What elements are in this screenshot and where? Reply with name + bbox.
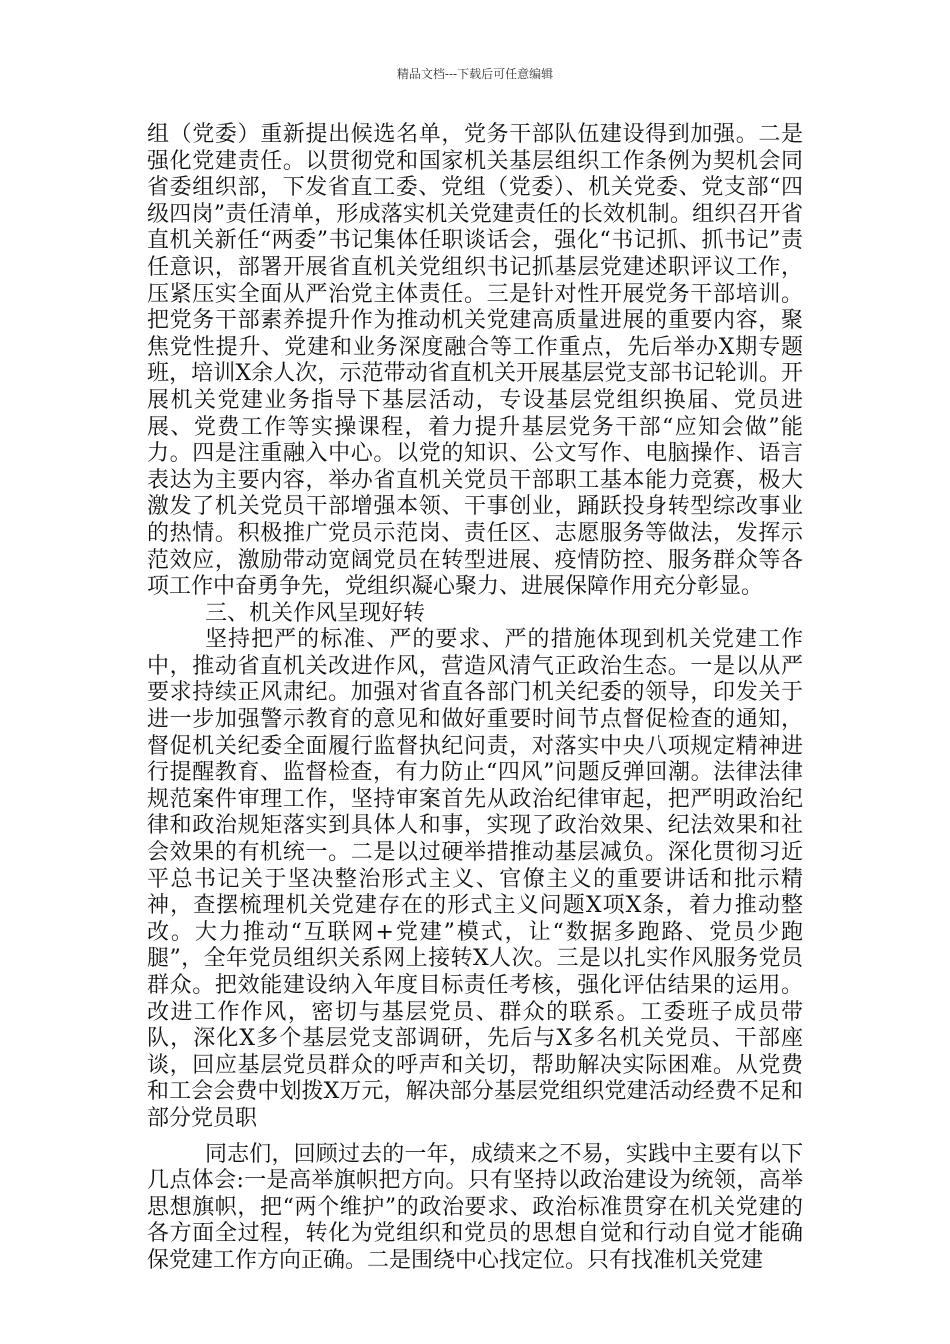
document-body — [147, 122, 803, 1275]
paragraph-summary: 同志们，回顾过去的一年，成绩来之不易，实践中主要有以下几点体会:一是高举旗帜把方向。只有坚持以政治建设为统领，高举思想旗帜，把“两个维护”的政治要求、政治标准贯穿在机关党建的各方面全过程，转化为党组织和党员的思想自觉和行动自觉才能确保党建工作方向正确。二是围绕中心找定位。只有找准机关党建 — [147, 1141, 803, 1273]
paragraph-continuation: 组（党委）重新提出候选名单，党务干部队伍建设得到加强。二是强化党建责任。以贯彻党和国家机关基层组织工作条例为契机会同省委组织部，下发省直工委、党组（党委）、机关党委、党支部“四级四岗”责任清单，形成落实机关党建责任的长效机制。组织召开省直机关新任“两委”书记集体任职谈话会，强化“书记抓、抓书记”责任意识，部署开展省直机关党组织书记抓基层党建述职评议工作，压紧压实全面从严治党主体责任。三是针对性开展党务干部培训。把党务干部素养提升作为推动机关党建高质量进展的重要内容，聚焦党性提升、党建和业务深度融合等工作重点，先后举办X期专题班，培训X余人次，示范带动省直机关开展基层党支部书记轮训。开展机关党建业务指导下基层活动，专设基层党组织换届、党员进展、党费工作等实操课程，着力提升基层党务干部“应知会做”能力。四是注重融入中心。以党的知识、公文写作、电脑操作、语言表达为主要内容，举办省直机关党员干部职工基本能力竞赛，极大激发了机关党员干部增强本领、干事创业，踊跃投身转型综改事业的热情。积极推广党员示范岗、责任区、志愿服务等做法，发挥示范效应，激励带动宽阔党员在转型进展、疫情防控、服务群众等各项工作中奋勇争先，党组织凝心聚力、进展保障作用充分彰显。 — [147, 122, 803, 600]
section-heading: 三、机关作风呈现好转 — [205, 600, 426, 626]
page-header: 精品文档---下载后可任意编辑 — [396, 67, 554, 81]
paragraph-section-three: 坚持把严的标准、严的要求、严的措施体现到机关党建工作中，推动省直机关改进作风，营造风清气正政治生态。一是以从严要求持续正风肃纪。加强对省直各部门机关纪委的领导，印发关于进一步加强警示教育的意见和做好重要时间节点督促检查的通知，督促机关纪委全面履行监督执纪问责，对落实中央八项规定精神进行提醒教育、监督检查，有力防止“四风”问题反弹回潮。法律法律规范案件审理工作，坚持审案首先从政治纪律审起，把严明政治纪律和政治规矩落实到具体人和事，实现了政治效果、纪法效果和社会效果的有机统一。二是以过硬举措推动基层减负。深化贯彻习近平总书记关于坚决整治形式主义、官僚主义的重要讲话和批示精神，查摆梳理机关党建存在的形式主义问题X项X条，着力推动整改。大力推动“互联网+党建”模式，让“数据多跑路、党员少跑腿”，全年党员组织关系网上接转X人次。三是以扎实作风服务党员群众。把效能建设纳入年度目标责任考核，强化评估结果的运用。改进工作作风，密切与基层党员、群众的联系。工委班子成员带队，深化X多个基层党支部调研，先后与X多名机关党员、干部座谈，回应基层党员群众的呼声和关切，帮助解决实际困难。从党费和工会会费中划拨X万元，解决部分基层党组织党建活动经费不足和部分党员职 — [147, 627, 803, 1131]
